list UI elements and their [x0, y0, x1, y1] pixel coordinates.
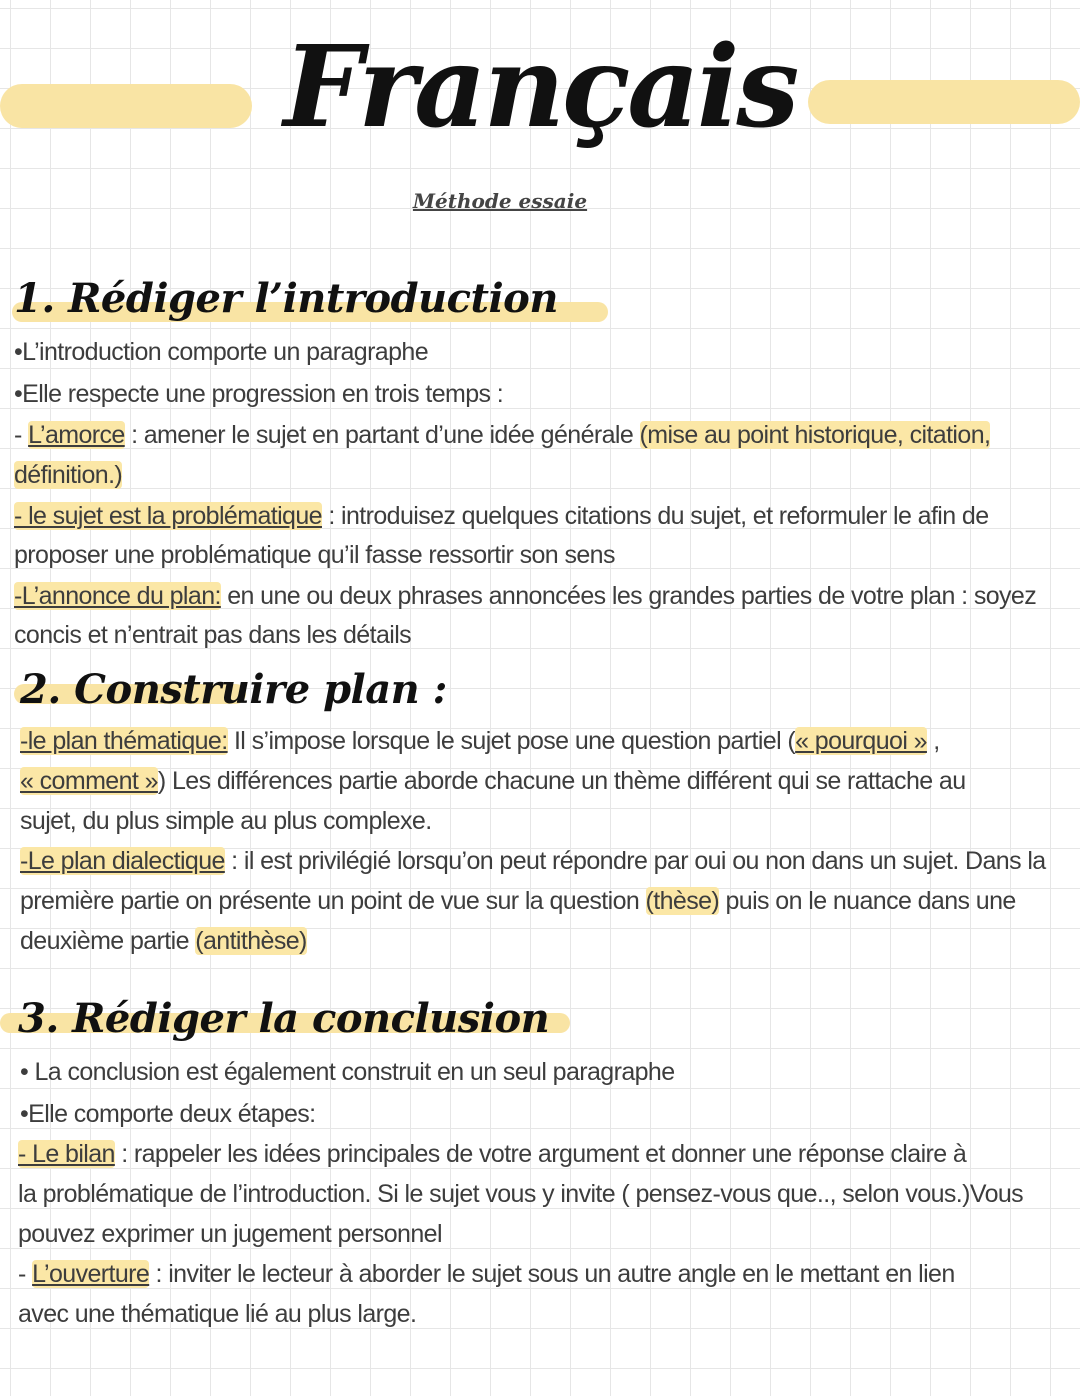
ouverture-text: : inviter le lecteur à aborder le sujet sous un autre angle en le mettant en lien	[149, 1260, 955, 1288]
thematique-text2: ,	[926, 727, 940, 755]
thematique-term: -le plan thématique:	[20, 727, 228, 755]
bilan-text: : rappeler les idées principales de votre argument et donner une réponse claire à	[114, 1140, 967, 1168]
conclusion-bullet-etapes: •Elle comporte deux étapes:	[20, 1100, 316, 1128]
page-title: Français	[283, 22, 797, 153]
thematique-line-2	[20, 761, 966, 801]
thematique-line	[20, 721, 940, 761]
dialectique-line	[20, 841, 1046, 881]
amorce-text: : amener le sujet en partant d’une idée générale	[124, 421, 640, 449]
ouverture-term: L’ouverture	[32, 1260, 150, 1288]
bilan-line-3: pouvez exprimer un jugement personnel	[18, 1220, 442, 1248]
ouverture-line	[18, 1254, 955, 1294]
bilan-term: - Le bilan	[18, 1140, 115, 1168]
sujet-line	[14, 496, 989, 536]
dialectique-term: -Le plan dialectique	[20, 847, 225, 875]
ouverture-line-2: avec une thématique lié au plus large.	[18, 1300, 417, 1328]
dialectique-text3: puis on le nuance dans une	[719, 887, 1016, 915]
thematique-line-3: sujet, du plus simple au plus complexe.	[20, 807, 432, 835]
sujet-text: : introduisez quelques citations du sujet, et reformuler le afin de	[321, 502, 989, 530]
section-2-heading: 2. Construire plan :	[20, 666, 447, 713]
intro-bullet-paragraph: •L’introduction comporte un paragraphe	[14, 338, 429, 366]
thematique-hl-comment: « comment »	[20, 767, 158, 795]
thematique-text: Il s’impose lorsque le sujet pose une question partiel (	[227, 727, 796, 755]
dialectique-text2: première partie on présente un point de vue sur la question	[20, 887, 646, 915]
section-3-heading: 3. Rédiger la conclusion	[18, 995, 550, 1042]
bilan-line-2: la problématique de l’introduction. Si le sujet vous y invite ( pensez-vous que.., selon vous.)Vous	[18, 1180, 1024, 1208]
dialectique-hl-antithese: (antithèse)	[195, 927, 307, 955]
section-1-heading: 1. Rédiger l’introduction	[14, 275, 558, 322]
amorce-line	[14, 415, 990, 455]
amorce-line-cont	[14, 455, 122, 495]
annonce-line	[14, 576, 1036, 616]
amorce-highlight-cont: définition.)	[14, 461, 123, 489]
dialectique-hl-these: (thèse)	[645, 887, 720, 915]
page-subtitle: Méthode essaie	[412, 189, 588, 213]
amorce-highlight: (mise au point historique, citation,	[639, 421, 991, 449]
ouverture-dash: -	[18, 1260, 33, 1288]
thematique-text3: ) Les différences partie aborde chacune un thème différent qui se rattache au	[157, 767, 966, 795]
dialectique-line-3	[20, 921, 307, 961]
conclusion-bullet-paragraph: • La conclusion est également construit en un seul paragraphe	[20, 1058, 675, 1086]
annonce-line-cont: concis et n’entrait pas dans les détails	[14, 621, 412, 649]
amorce-dash: -	[14, 421, 29, 449]
annonce-text: en une ou deux phrases annoncées les grandes parties de votre plan : soyez	[220, 582, 1037, 610]
dialectique-line-2	[20, 881, 1016, 921]
dialectique-text4: deuxième partie	[20, 927, 196, 955]
intro-bullet-progression: •Elle respecte une progression en trois temps :	[14, 380, 504, 408]
sujet-line-cont: proposer une problématique qu’il fasse ressortir son sens	[14, 541, 615, 569]
thematique-hl-pourquoi: « pourquoi »	[795, 727, 927, 755]
bilan-line	[18, 1134, 966, 1174]
annonce-term: -L’annonce du plan:	[14, 582, 221, 610]
amorce-term: L’amorce	[28, 421, 125, 449]
sujet-term: - le sujet est la problématique	[14, 502, 322, 530]
dialectique-text: : il est privilégié lorsqu’on peut répondre par oui ou non dans un sujet. Dans la	[224, 847, 1046, 875]
